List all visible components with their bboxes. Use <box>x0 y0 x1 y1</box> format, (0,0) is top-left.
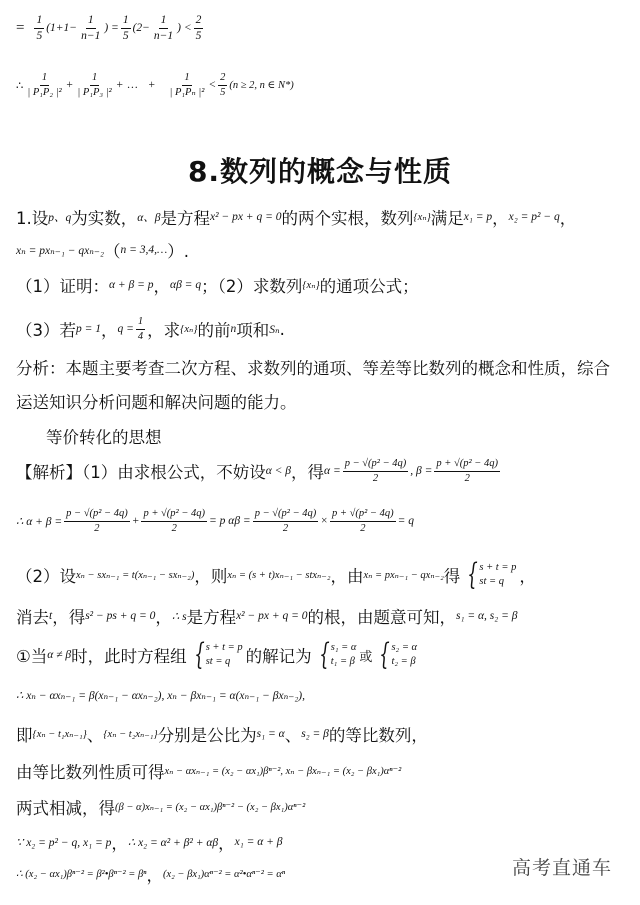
equation-line: = $\frac{1}{5}$ (1+1− $\frac{1}{n-1}$ ) = $\frac{1}{5}$ (2− $\frac{1}{n-1}$ ) < $\frac{2}{5}$ <box>16 14 202 42</box>
equation-line: ∴ $\frac{1}{\text{| P₁P₂ |²}}$ + $\frac{1}{\text{| P₁P₃ |²}}$ + … + $\frac{1}{\text{| P₁Pₙ |²}}$ < $\frac{2}{5}$ (n ≥ 2, n ∈ N*) <box>16 72 294 98</box>
solution-line: ∴ α + β = $\frac{\text{p − √(p² − 4q)}}{2}$ + $\frac{\text{p + √(p² − 4q)}}{2}$ = p αβ = $\frac{\text{p − √(p² − 4q)}}{2}$ × $\frac{\text{p + √(p² − 4q)}}{2}$ = q <box>16 508 415 534</box>
solution-line: ∴ (x₂ − αx₁)βⁿ⁻² = β²•βⁿ⁻² = βⁿ ， (x₂ − βx₁)αⁿ⁻² = α²•αⁿ⁻² = αⁿ <box>16 866 286 885</box>
question-line: xₙ = pxₙ₋₁ − qxₙ₋₂ （ n = 3,4,… ）. <box>16 242 189 261</box>
fraction: $\frac{1}{5}$ <box>122 14 129 42</box>
equation-system: { s₁ = α t₁ = β <box>318 637 357 672</box>
analysis-line: 分析：本题主要考查二次方程、求数列的通项、等差等比数列的概念和性质，综合 <box>16 359 610 378</box>
fraction: $\frac{\text{p − √(p² − 4q)}}{2}$ <box>254 508 317 534</box>
fraction: $\frac{1}{n-1}$ <box>153 14 174 42</box>
solution-line: ①当 α ≠ β 时，此时方程组 { s + t = p st = q 的解记为 { s₁ = α t₁ = β 或 { s₂ = α t₂ = β <box>16 637 418 672</box>
question-line: （1）证明： α + β = p ， αβ = q ；（2）求数列 {xₙ} 的通项公式； <box>16 277 419 296</box>
fraction: $\frac{\text{p + √(p² − 4q)}}{2}$ <box>436 458 498 484</box>
analysis-line: 等价转化的思想 <box>46 428 162 447</box>
fraction: $\frac{1}{4}$ <box>137 316 144 342</box>
equation-system: { s₂ = α t₂ = β <box>379 637 418 672</box>
fraction: $\frac{\text{p + √(p² − 4q)}}{2}$ <box>143 508 206 534</box>
solution-line: 消去 t ，得 s² − ps + q = 0 ， ∴ s 是方程 x² − px + q = 0 的根，由题意可知， s₁ = α, s₂ = β <box>16 608 518 627</box>
fraction: $\frac{2}{5}$ <box>195 14 202 42</box>
fraction: $\frac{\text{p + √(p² − 4q)}}{2}$ <box>332 508 394 534</box>
fraction: $\frac{1}{n-1}$ <box>81 14 101 42</box>
analysis-line: 运送知识分析问题和解决问题的能力。 <box>16 393 297 412</box>
solution-line: 【解析】（1）由求根公式，不妨设 α < β ，得 α = $\frac{\text{p − √(p² − 4q)}}{2}$ , β = $\frac{\text{p + √(p² − 4q)}}{2}$ <box>16 458 498 484</box>
fraction: $\frac{1}{\text{| P₁Pₙ |²}}$ <box>169 72 205 98</box>
fraction: $\frac{\text{p − √(p² − 4q)}}{2}$ <box>66 508 128 534</box>
equation-system: { s + t = p st = q <box>193 637 243 672</box>
solution-line: 由等比数列性质可得 xₙ − αxₙ₋₁ = (x₂ − αx₁)βⁿ⁻², xₙ − βxₙ₋₁ = (x₂ − βx₁)αⁿ⁻² <box>16 763 402 782</box>
fraction: $\frac{\text{p − √(p² − 4q)}}{2}$ <box>344 458 407 484</box>
watermark: 高考直通车 <box>511 857 612 879</box>
equation-system: { s + t = p st = q <box>467 557 517 592</box>
equals-sign: = <box>16 19 25 36</box>
solution-line: 两式相减，得 (β − α)xₙ₋₁ = (x₂ − αx₁)βⁿ⁻² − (x₂ − βx₁)αⁿ⁻² <box>16 799 306 818</box>
fraction: $\frac{1}{\text{| P₁P₂ |²}}$ <box>27 72 62 98</box>
question-line: 1.设 p、q 为实数， α、β 是方程 x² − px + q = 0 的两个实根，数列 {xₙ} 满足 x₁ = p ， x₂ = p² − q ， <box>16 209 577 228</box>
fraction: $\frac{1}{5}$ <box>36 14 43 42</box>
solution-line: ∵ x₂ = p² − q, x₁ = p ， ∴ x₂ = α² + β² + αβ ， x₁ = α + β <box>16 834 283 853</box>
solution-line: （2）设 xₙ − sxₙ₋₁ = t(xₙ₋₁ − sxₙ₋₂) ，则 xₙ = (s + t)xₙ₋₁ − stxₙ₋₂ ，由 xₙ = pxₙ₋₁ − qxₙ₋₂ 得 { s + t = p st = q ， <box>16 557 536 592</box>
solution-line: ∴ xₙ − αxₙ₋₁ = β(xₙ₋₁ − αxₙ₋₂), xₙ − βxₙ₋₁ = α(xₙ₋₁ − βxₙ₋₂), <box>16 690 306 702</box>
fraction: $\frac{2}{5}$ <box>220 72 226 98</box>
fraction: $\frac{1}{\text{| P₁P₃ |²}}$ <box>77 72 112 98</box>
question-line: （3）若 p = 1 ， q = $\frac{1}{4}$ ，求 {xₙ} 的前 n 项和 Sₙ . <box>16 316 285 342</box>
section-title: 8.数列的概念与性质 <box>187 155 453 188</box>
solution-line: 即 {xₙ − t₁xₙ₋₁} 、 {xₙ − t₂xₙ₋₁} 分别是公比为 s₁ = α 、 s₂ = β 的等比数列， <box>16 726 428 745</box>
